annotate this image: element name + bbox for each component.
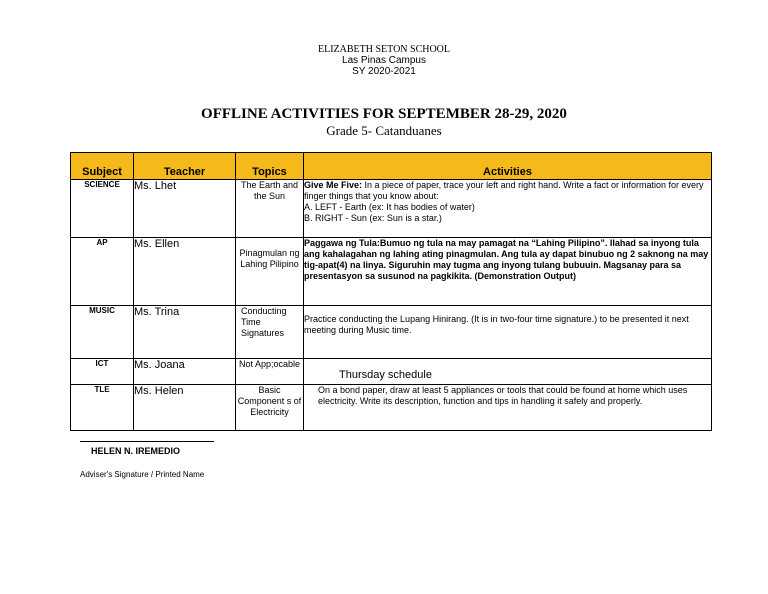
subject-cell: ICT: [71, 359, 134, 385]
table-row: [71, 359, 712, 385]
page-subtitle: Grade 5- Catanduanes: [326, 123, 442, 138]
topic-cell: Pinagmulan ng Lahing Pilipino: [236, 238, 304, 306]
column-header-activities: Activities: [304, 153, 712, 180]
subject-cell: TLE: [71, 385, 134, 431]
school-name: ELIZABETH SETON SCHOOL: [317, 44, 451, 55]
table-row: [71, 180, 712, 238]
activity-cell: Paggawa ng Tula:Bumuo ng tula na may pamagat na “Lahing Pilipino”. Ilahad sa inyong tula ang kahalagahan ng lahing ating pinagmulan. Ang tula ay dapat binubuo ng 2 saknong na may tig-apat(4) na linya. Siguruhin may tugma ang inyong tulang bubuuin. Magsanay para sa presentasyon sa susunod na pagkikita. (Demonstration Output): [304, 238, 712, 306]
activity-cell: [304, 385, 712, 431]
activity-text: Thursday schedule: [339, 369, 432, 381]
activity-cell: [304, 180, 712, 238]
activity-text: On a bond paper, draw at least 5 appliances or tools that could be found at home which uses electricity. Write its description, function and tips in handling it safely and properly.: [318, 385, 688, 406]
teacher-cell: Ms. Trina: [134, 306, 236, 359]
campus-name: Las Pinas Campus: [342, 55, 426, 66]
school-year: SY 2020-2021: [352, 66, 416, 77]
table-row: [71, 238, 712, 306]
activity-line: B. RIGHT - Sun (ex: Sun is a star.): [304, 213, 442, 223]
column-header-subject: Subject: [71, 153, 134, 180]
teacher-cell: Ms. Ellen: [134, 238, 236, 306]
subject-cell: AP: [71, 238, 134, 306]
topic-cell: Conducting Time Signatures: [236, 306, 304, 359]
column-header-teacher: Teacher: [134, 153, 236, 180]
page-title: OFFLINE ACTIVITIES FOR SEPTEMBER 28-29, 2020: [201, 106, 567, 122]
topic-cell: The Earth and the Sun: [236, 180, 304, 238]
subject-cell: SCIENCE: [71, 180, 134, 238]
activity-cell: [304, 359, 712, 385]
teacher-cell: Ms. Lhet: [134, 180, 236, 238]
activity-line: A. LEFT - Earth (ex: It has bodies of water): [304, 202, 475, 212]
column-header-topics: Topics: [236, 153, 304, 180]
signature-label: Adviser's Signature / Printed Name: [80, 470, 205, 479]
teacher-cell: Ms. Joana: [134, 359, 236, 385]
topic-cell: Basic Component s of Electricity: [236, 385, 304, 431]
table-row: [71, 385, 712, 431]
activity-title: Give Me Five:: [304, 180, 363, 190]
teacher-cell: Ms. Helen: [134, 385, 236, 431]
activities-table: [70, 152, 712, 431]
adviser-name: HELEN N. IREMEDIO: [91, 446, 181, 456]
subject-cell: MUSIC: [71, 306, 134, 359]
activity-cell: Practice conducting the Lupang Hinirang. (It is in two-four time signature.) to be presented it next meeting during Music time.: [304, 306, 712, 359]
table-header-row: [71, 153, 712, 180]
activity-text: In a piece of paper, trace your left and right hand. Write a fact or information for every finger things that you know about:: [304, 180, 704, 201]
table-row: [71, 306, 712, 359]
topic-cell: Not App;ocable: [236, 359, 304, 385]
signature-line: [80, 441, 214, 442]
